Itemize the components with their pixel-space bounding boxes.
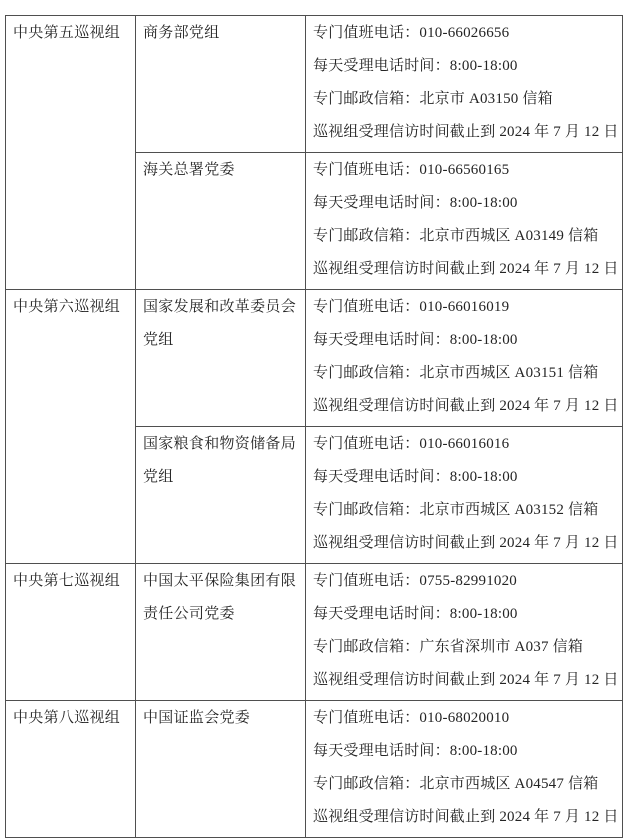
deadline-line: 巡视组受理信访时间截止到 2024 年 7 月 12 日 bbox=[313, 535, 619, 551]
deadline-line: 巡视组受理信访时间截止到 2024 年 7 月 12 日 bbox=[313, 398, 619, 414]
org-name: 国家粮食和物资储备局党组 bbox=[143, 436, 297, 485]
group-cell bbox=[6, 290, 136, 564]
phone-line: 专门值班电话：010-68020010 bbox=[313, 710, 510, 726]
deadline-line: 巡视组受理信访时间截止到 2024 年 7 月 12 日 bbox=[313, 672, 619, 688]
table-row bbox=[6, 564, 623, 701]
contact-cell bbox=[306, 153, 623, 290]
hours-line: 每天受理电话时间：8:00-18:00 bbox=[313, 606, 518, 622]
org-name: 中国证监会党委 bbox=[143, 710, 251, 726]
inspection-contact-table bbox=[5, 15, 623, 838]
mailbox-line: 专门邮政信箱：北京市 A03150 信箱 bbox=[313, 91, 553, 107]
contact-cell bbox=[306, 701, 623, 838]
deadline-line: 巡视组受理信访时间截止到 2024 年 7 月 12 日 bbox=[313, 261, 619, 277]
org-name: 国家发展和改革委员会党组 bbox=[143, 299, 297, 348]
hours-line: 每天受理电话时间：8:00-18:00 bbox=[313, 195, 518, 211]
group-cell bbox=[6, 701, 136, 838]
org-cell bbox=[136, 701, 306, 838]
group-name: 中央第六巡视组 bbox=[13, 299, 121, 315]
deadline-line: 巡视组受理信访时间截止到 2024 年 7 月 12 日 bbox=[313, 124, 619, 140]
hours-line: 每天受理电话时间：8:00-18:00 bbox=[313, 743, 518, 759]
phone-line: 专门值班电话：0755-82991020 bbox=[313, 573, 517, 589]
phone-line: 专门值班电话：010-66016019 bbox=[313, 299, 510, 315]
contact-cell bbox=[306, 564, 623, 701]
contact-cell bbox=[306, 427, 623, 564]
table-row bbox=[6, 701, 623, 838]
mailbox-line: 专门邮政信箱：北京市西城区 A04547 信箱 bbox=[313, 776, 599, 792]
hours-line: 每天受理电话时间：8:00-18:00 bbox=[313, 58, 518, 74]
org-cell bbox=[136, 16, 306, 153]
org-name: 中国太平保险集团有限责任公司党委 bbox=[143, 573, 297, 622]
org-cell bbox=[136, 427, 306, 564]
phone-line: 专门值班电话：010-66016016 bbox=[313, 436, 510, 452]
group-name: 中央第七巡视组 bbox=[13, 573, 121, 589]
org-name: 海关总署党委 bbox=[143, 162, 235, 178]
hours-line: 每天受理电话时间：8:00-18:00 bbox=[313, 469, 518, 485]
deadline-line: 巡视组受理信访时间截止到 2024 年 7 月 12 日 bbox=[313, 809, 619, 825]
phone-line: 专门值班电话：010-66560165 bbox=[313, 162, 510, 178]
contact-cell bbox=[306, 290, 623, 427]
group-cell bbox=[6, 564, 136, 701]
table-row bbox=[6, 290, 623, 427]
org-cell bbox=[136, 153, 306, 290]
contact-cell bbox=[306, 16, 623, 153]
org-name: 商务部党组 bbox=[143, 25, 220, 41]
group-name: 中央第八巡视组 bbox=[13, 710, 121, 726]
phone-line: 专门值班电话：010-66026656 bbox=[313, 25, 510, 41]
group-cell bbox=[6, 16, 136, 290]
hours-line: 每天受理电话时间：8:00-18:00 bbox=[313, 332, 518, 348]
org-cell bbox=[136, 564, 306, 701]
group-name: 中央第五巡视组 bbox=[13, 25, 121, 41]
mailbox-line: 专门邮政信箱：广东省深圳市 A037 信箱 bbox=[313, 639, 584, 655]
mailbox-line: 专门邮政信箱：北京市西城区 A03149 信箱 bbox=[313, 228, 599, 244]
mailbox-line: 专门邮政信箱：北京市西城区 A03152 信箱 bbox=[313, 502, 599, 518]
table-row bbox=[6, 16, 623, 153]
org-cell bbox=[136, 290, 306, 427]
mailbox-line: 专门邮政信箱：北京市西城区 A03151 信箱 bbox=[313, 365, 599, 381]
